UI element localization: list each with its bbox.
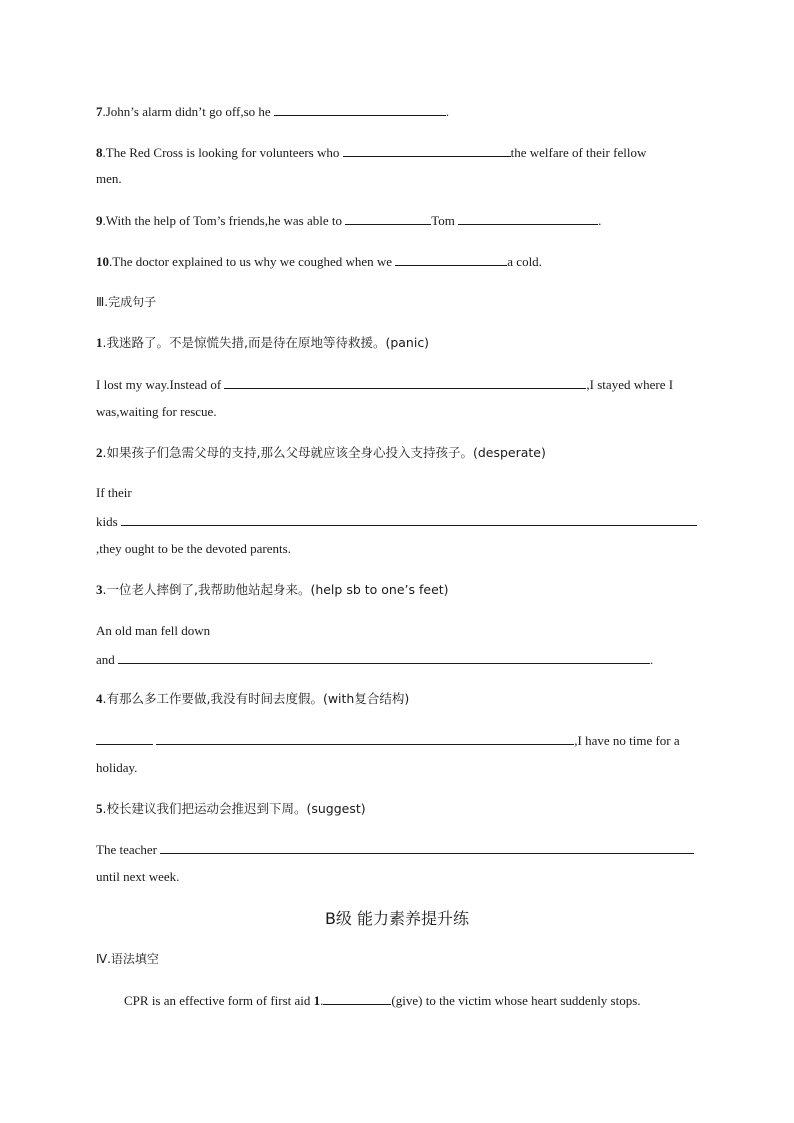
sentence-3-answer-line	[96, 651, 653, 668]
item-text-mid: Tom	[431, 213, 459, 228]
item-9	[96, 212, 601, 229]
blank-number: 1	[313, 993, 321, 1008]
answer-lead-text: kids	[96, 514, 121, 529]
item-text-end: a cold.	[507, 254, 542, 269]
item-text-end: the welfare of their fellow	[510, 145, 647, 160]
answer-blank[interactable]	[118, 651, 650, 664]
sentence-4-prompt	[96, 691, 409, 707]
sentence-4-answer-line	[96, 732, 680, 749]
item-number: 7	[96, 104, 103, 119]
item-text-end: .	[445, 104, 450, 119]
answer-lead-text: I lost my way.Instead of	[96, 377, 225, 392]
item-number: 8	[96, 145, 103, 160]
answer-blank-2[interactable]	[156, 732, 574, 745]
sentence-2-answer-continuation: ,they ought to be the devoted parents.	[96, 541, 291, 556]
level-heading: B级 能力素养提升练	[324, 909, 470, 928]
section-4-title: Ⅳ.语法填空	[96, 952, 159, 966]
sentence-number: 1	[96, 335, 103, 350]
sentence-3-prompt	[96, 582, 449, 598]
item-text-end: .	[598, 213, 602, 228]
item-number: 9	[96, 213, 103, 228]
sentence-3-answer-lead: An old man fell down	[96, 623, 211, 638]
sentence-prompt-text: .校长建议我们把运动会推迟到下周。(suggest)	[102, 801, 366, 816]
sentence-prompt-text: .我迷路了。不是惊慌失措,而是待在原地等待救援。(panic)	[102, 335, 430, 350]
item-text: .With the help of Tom’s friends,he was able to	[102, 213, 346, 228]
answer-lead-text: The teacher	[96, 842, 161, 857]
answer-lead-text: and	[96, 652, 119, 667]
section-3-title: Ⅲ.完成句子	[96, 295, 157, 309]
answer-blank[interactable]	[323, 992, 391, 1005]
item-text: .The doctor explained to us why we coughed when we	[109, 254, 396, 269]
answer-tail-text: .	[650, 652, 654, 667]
answer-blank[interactable]	[160, 841, 694, 854]
answer-tail-text: ,I stayed where I	[586, 377, 674, 392]
sentence-number: 3	[96, 582, 103, 597]
sentence-1-answer-line	[96, 376, 673, 393]
sentence-prompt-text: .一位老人摔倒了,我帮助他站起身来。(help sb to one’s feet)	[102, 582, 449, 597]
answer-blank[interactable]	[224, 376, 586, 389]
answer-blank[interactable]	[395, 253, 507, 266]
answer-blank[interactable]	[121, 513, 697, 526]
passage-text-end: (give) to the victim whose heart suddenly stops.	[391, 993, 641, 1008]
sentence-2-answer-lead: If their	[96, 485, 132, 500]
answer-tail-text: ,I have no time for a	[574, 733, 680, 748]
sentence-2-answer-line	[96, 513, 697, 530]
item-text: .The Red Cross is looking for volunteers who	[102, 145, 343, 160]
item-10	[96, 253, 542, 270]
sentence-1-prompt	[96, 335, 429, 351]
passage-text: CPR is an effective form of first aid	[124, 993, 314, 1008]
sentence-number: 4	[96, 691, 103, 706]
item-text: .John’s alarm didn’t go off,so he	[102, 104, 274, 119]
answer-blank-1[interactable]	[345, 212, 431, 225]
passage-line: CPR is an effective form of first aid 1. (give) to the victim whose heart suddenly stops.	[124, 993, 641, 1008]
item-8-continuation: men.	[96, 171, 122, 186]
sentence-4-answer-continuation: holiday.	[96, 760, 138, 775]
item-8	[96, 144, 646, 161]
sentence-number: 5	[96, 801, 103, 816]
answer-blank[interactable]	[274, 103, 446, 116]
answer-blank[interactable]	[343, 144, 511, 157]
sentence-1-answer-continuation: was,waiting for rescue.	[96, 404, 217, 419]
item-7	[96, 103, 449, 120]
sentence-5-answer-continuation: until next week.	[96, 869, 180, 884]
answer-blank-1[interactable]	[96, 732, 153, 745]
sentence-2-prompt	[96, 445, 546, 461]
answer-blank-2[interactable]	[458, 212, 598, 225]
item-number: 10	[96, 254, 109, 269]
sentence-5-answer-line	[96, 841, 694, 858]
sentence-5-prompt	[96, 801, 366, 817]
sentence-prompt-text: .如果孩子们急需父母的支持,那么父母就应该全身心投入支持孩子。(desperate)	[102, 445, 546, 460]
sentence-prompt-text: .有那么多工作要做,我没有时间去度假。(with复合结构)	[102, 691, 410, 706]
sentence-number: 2	[96, 445, 103, 460]
